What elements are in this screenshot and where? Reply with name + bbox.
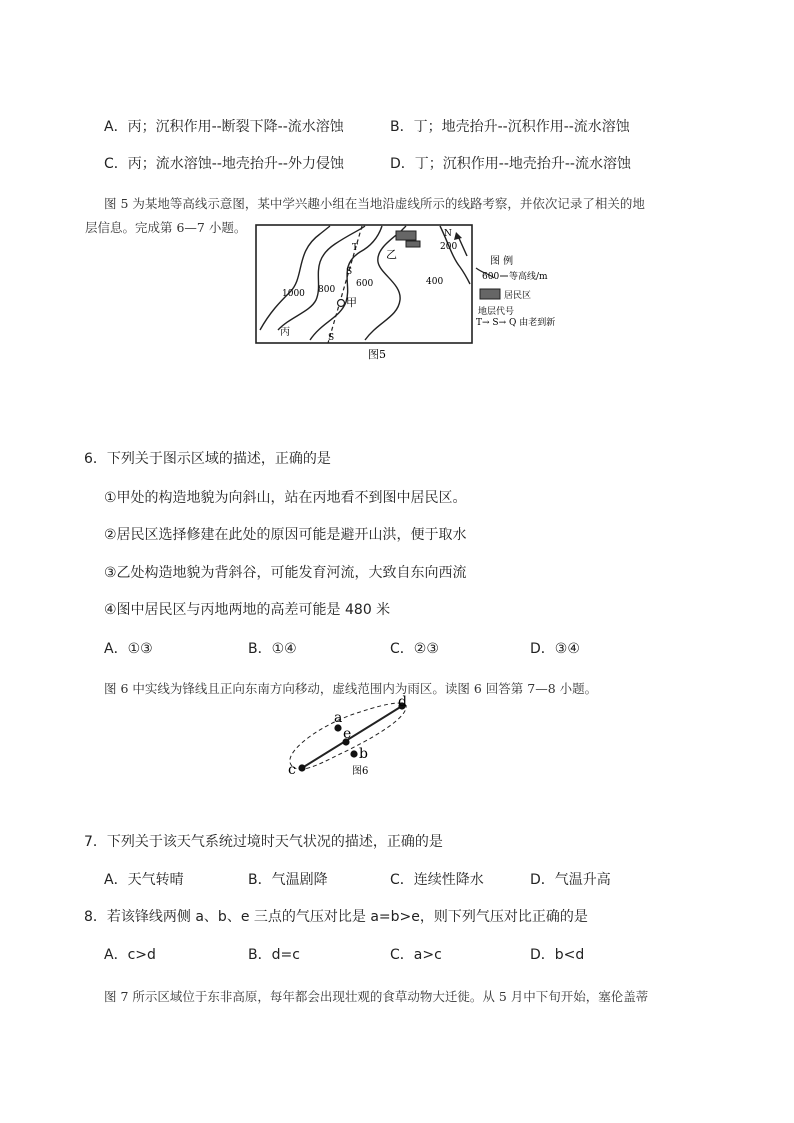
place-label-bing: 丙 (280, 327, 290, 338)
point-label-d: d (398, 694, 407, 710)
q7-option-a[interactable]: A．天气转晴 (104, 872, 184, 888)
q8-option-d[interactable]: D．b<d (530, 947, 585, 963)
point-label-c: c (288, 762, 296, 778)
stem-fig6: 图 6 中实线为锋线且正向东南方向移动，虚线范围内为雨区。读图 6 回答第 7—8 小题。 (104, 681, 598, 696)
place-label-jia: 甲 (346, 296, 357, 309)
contour-label-800: 800 (318, 285, 336, 295)
q7-option-d[interactable]: D．气温升高 (530, 872, 611, 888)
q7-option-c[interactable]: C．连续性降水 (390, 872, 484, 888)
legend-residential: 居民区 (504, 291, 532, 301)
q6-statement-4: ④图中居民区与丙地两地的高差可能是 480 米 (104, 602, 391, 618)
legend-contour-value: 600 (482, 272, 500, 282)
strata-code-s2: S (328, 333, 335, 343)
stem-fig5-line1: 图 5 为某地等高线示意图，某中学兴趣小组在当地沿虚线所示的线路考察，并依次记录了相关的地 (104, 196, 645, 211)
figure-6-front-diagram (280, 694, 430, 784)
q6-statement-1: ①甲处的构造地貌为向斜山，站在丙地看不到图中居民区。 (104, 490, 467, 506)
place-label-yi: 乙 (386, 248, 397, 261)
q6-question: 6．下列关于图示区域的描述，正确的是 (84, 451, 331, 467)
strata-code-t: T (352, 243, 359, 253)
contour-label-400: 400 (426, 277, 444, 287)
q6-option-d[interactable]: D．③④ (530, 641, 580, 657)
q8-option-a[interactable]: A．c>d (104, 947, 156, 963)
q5-option-c[interactable]: C．丙；流水溶蚀--地壳抬升--外力侵蚀 (104, 156, 344, 172)
q6-option-c[interactable]: C．②③ (390, 641, 439, 657)
q6-option-a[interactable]: A．①③ (104, 641, 153, 657)
q8-question: 8．若该锋线两侧 a、b、e 三点的气压对比是 a=b>e，则下列气压对比正确的是 (84, 909, 588, 925)
q8-option-c[interactable]: C．a>c (390, 947, 442, 963)
stem-fig7: 图 7 所示区域位于东非高原，每年都会出现壮观的食草动物大迁徙。从 5 月中下旬开始，塞伦盖蒂 (104, 989, 649, 1004)
point-label-a: a (334, 710, 343, 726)
figure-6-caption: 图6 (352, 766, 369, 777)
legend-contour-text: 等高线/m (509, 272, 548, 282)
point-label-e: e (343, 726, 352, 742)
legend-strata-title: 地层代号 (478, 307, 515, 317)
north-label: N (444, 229, 452, 239)
q7-question: 7．下列关于该天气系统过境时天气状况的描述，正确的是 (84, 834, 443, 850)
q6-statement-3: ③乙处构造地貌为背斜谷，可能发育河流，大致自东向西流 (104, 565, 467, 581)
q5-option-d[interactable]: D．丁；沉积作用--地壳抬升--流水溶蚀 (390, 156, 631, 172)
contour-label-200: 200 (440, 242, 458, 252)
figure-5-caption: 图5 (368, 348, 386, 361)
contour-label-1000: 1000 (282, 289, 305, 299)
q5-option-a[interactable]: A．丙；沉积作用--断裂下降--流水溶蚀 (104, 119, 344, 135)
q6-statement-2: ②居民区选择修建在此处的原因可能是避开山洪，便于取水 (104, 527, 467, 543)
q8-option-b[interactable]: B．d=c (248, 947, 300, 963)
legend-strata-order: T→ S→ Q 由老到新 (476, 318, 556, 328)
stem-fig5-line2: 层信息。完成第 6—7 小题。 (85, 220, 247, 235)
figure-5-contour-map (250, 222, 570, 362)
q7-option-b[interactable]: B．气温剧降 (248, 872, 328, 888)
strata-code-s1: S (346, 267, 353, 277)
contour-label-600: 600 (356, 279, 374, 289)
legend-title: 图 例 (490, 256, 514, 267)
point-label-b: b (359, 746, 368, 762)
q5-option-b[interactable]: B．丁；地壳抬升--沉积作用--流水溶蚀 (390, 119, 630, 135)
q6-option-b[interactable]: B．①④ (248, 641, 297, 657)
